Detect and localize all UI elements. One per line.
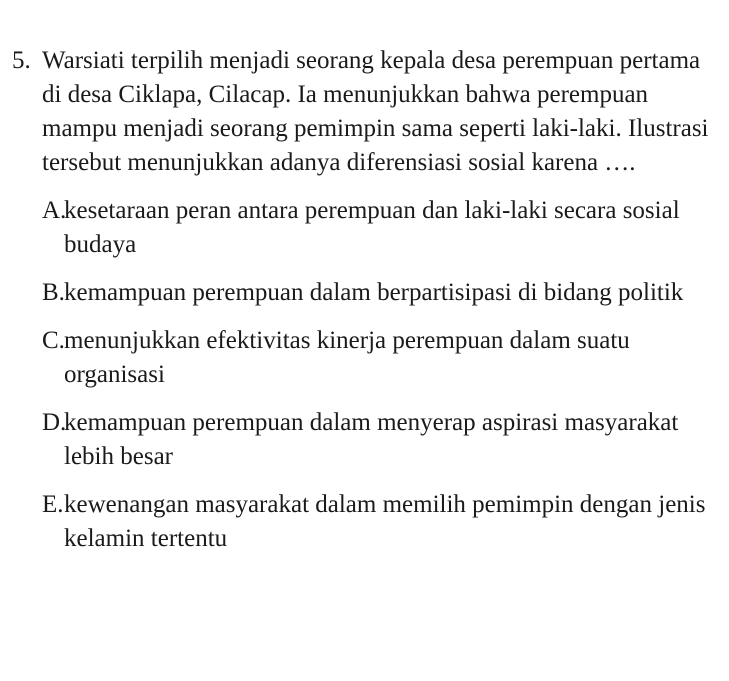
option-a[interactable]	[42, 194, 724, 262]
question-stem: Warsiati terpilih menjadi seorang kepala desa perempuan pertama di desa Ciklapa, Cilacap. Ia menunjukkan bahwa perempuan mampu menjadi seorang pemimpin sama seperti laki-laki. Ilustrasi tersebut menunjukkan adanya diferensiasi sosial karena ….	[42, 47, 709, 176]
option-e-letter: E.	[42, 491, 64, 518]
option-c-text: menunjukkan efektivitas kinerja perempuan dalam suatu organisasi	[64, 327, 630, 388]
option-d-letter: D.	[42, 409, 67, 436]
question-stem-row	[12, 44, 724, 180]
option-e-text: kewenangan masyarakat dalam memilih pemimpin dengan jenis kelamin tertentu	[64, 491, 706, 552]
option-a-text: kesetaraan peran antara perempuan dan laki-laki secara sosial budaya	[64, 197, 680, 258]
option-b[interactable]	[42, 276, 724, 310]
option-b-letter: B.	[42, 279, 65, 306]
option-e[interactable]	[42, 488, 724, 556]
option-c[interactable]	[42, 324, 724, 392]
option-d-text: kemampuan perempuan dalam menyerap aspirasi masyarakat lebih besar	[64, 409, 679, 470]
question-block	[12, 44, 724, 570]
option-a-letter: A.	[42, 197, 67, 224]
option-c-letter: C.	[42, 327, 65, 354]
option-d[interactable]	[42, 406, 724, 474]
question-number: 5.	[12, 47, 31, 74]
option-b-text: kemampuan perempuan dalam berpartisipasi di bidang politik	[64, 279, 684, 306]
answer-options	[12, 194, 724, 556]
